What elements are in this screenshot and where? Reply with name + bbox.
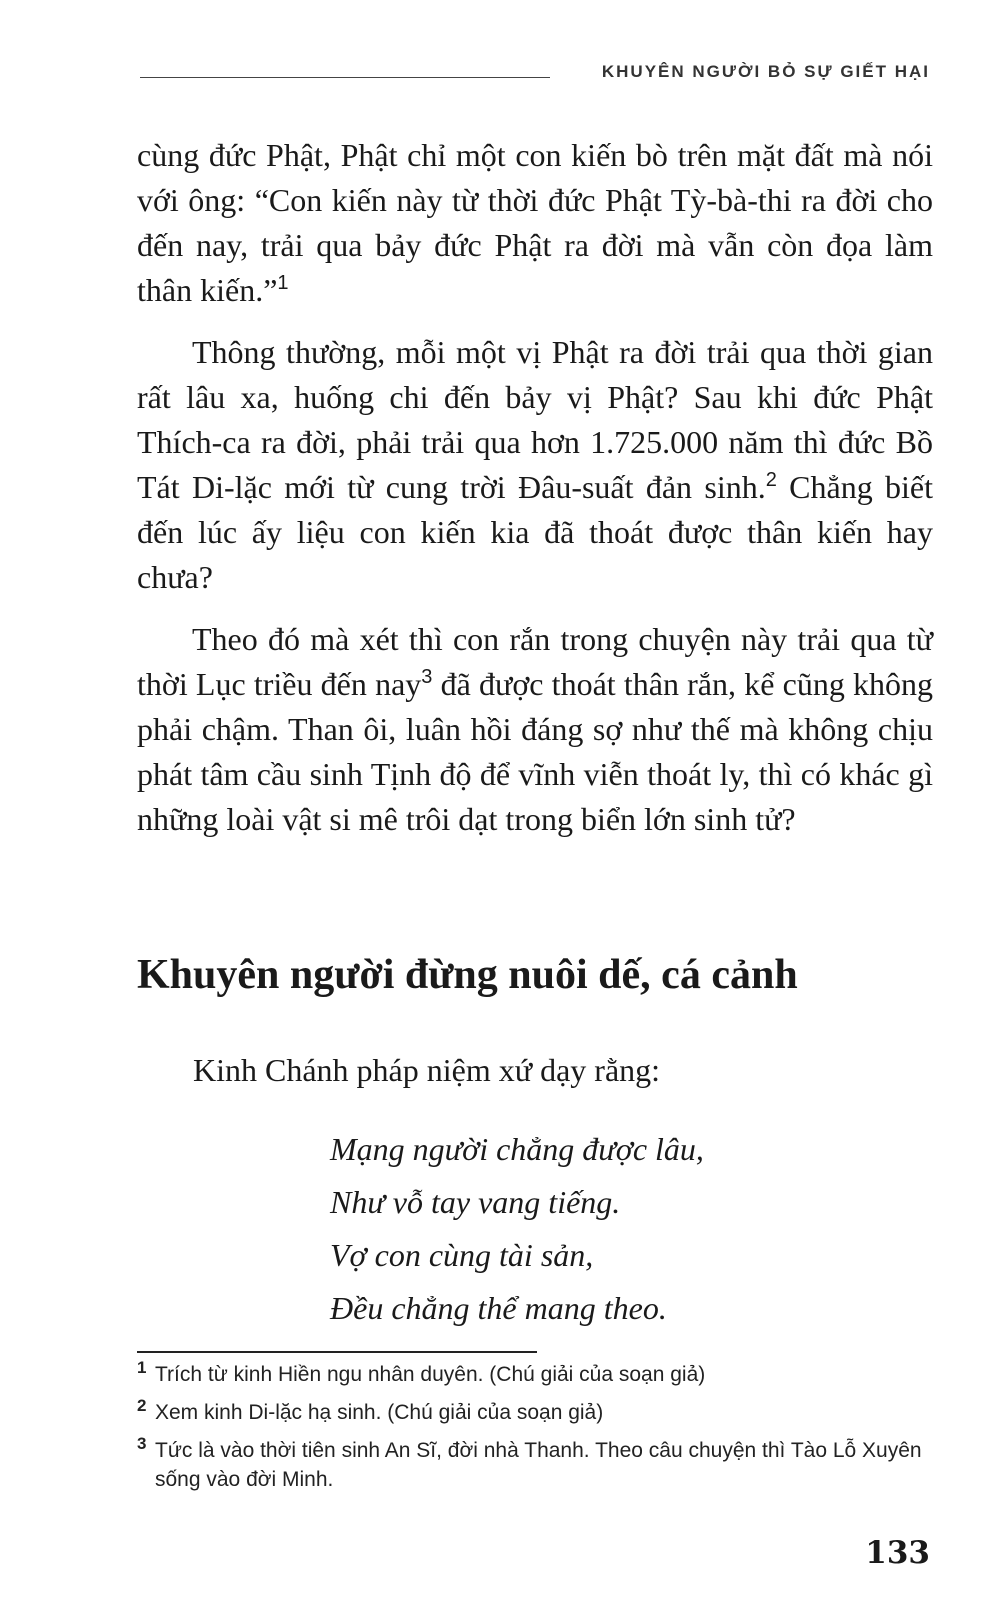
paragraph-3 bbox=[137, 617, 933, 842]
footnote-ref-2: 2 bbox=[765, 469, 777, 491]
footnote-number: 2 bbox=[137, 1396, 147, 1415]
verse-block bbox=[330, 1123, 704, 1335]
footnote-ref-3: 3 bbox=[421, 666, 433, 688]
paragraph-2 bbox=[137, 330, 933, 600]
page-number: 133 bbox=[865, 1535, 930, 1571]
footnote-number: 3 bbox=[137, 1434, 147, 1453]
verse-line: Như vỗ tay vang tiếng. bbox=[330, 1184, 621, 1220]
footnote-text: Xem kinh Di-lặc hạ sinh. (Chú giải của soạn giả) bbox=[155, 1401, 604, 1424]
footnotes bbox=[137, 1360, 933, 1503]
footnote-1 bbox=[137, 1360, 933, 1389]
verse-line: Vợ con cùng tài sản, bbox=[330, 1237, 594, 1273]
paragraph-1-text: cùng đức Phật, Phật chỉ một con kiến bò trên mặt đất mà nói với ông: “Con kiến này từ thời đức Phật Tỳ-bà-thi ra đời cho đến nay, trải qua bảy đức Phật ra đời mà vẫn còn đọa làm thân kiến.” bbox=[137, 137, 933, 308]
verse-line: Đều chẳng thể mang theo. bbox=[330, 1290, 667, 1326]
footnote-2 bbox=[137, 1398, 933, 1427]
paragraph-2-text-b: Chẳng biết đến lúc ấy liệu con kiến kia đã thoát được thân kiến hay chưa? bbox=[137, 469, 934, 595]
section-heading: Khuyên người đừng nuôi dế, cá cảnh bbox=[137, 952, 798, 998]
paragraph-3-text-b: đã được thoát thân rắn, kể cũng không phải chậm. Than ôi, luân hồi đáng sợ như thế mà không chịu phát tâm cầu sinh Tịnh độ để vĩnh viễn thoát ly, thì có khác gì những loài vật si mê trôi dạt trong biển lớn sinh tử? bbox=[137, 666, 934, 837]
verse-line: Mạng người chẳng được lâu, bbox=[330, 1131, 704, 1167]
sutra-intro: Kinh Chánh pháp niệm xứ dạy rằng: bbox=[193, 1052, 661, 1088]
footnote-rule bbox=[137, 1351, 537, 1353]
paragraph-3-text-a: Theo đó mà xét thì con rắn trong chuyện này trải qua từ thời Lục triều đến nay bbox=[137, 621, 933, 702]
footnote-number: 1 bbox=[137, 1358, 147, 1377]
footnote-ref-1: 1 bbox=[277, 272, 289, 294]
footnote-text: Tức là vào thời tiên sinh An Sĩ, đời nhà Thanh. Theo câu chuyện thì Tào Lỗ Xuyên sống vào đời Minh. bbox=[155, 1439, 922, 1491]
paragraph-1 bbox=[137, 133, 933, 313]
footnote-text: Trích từ kinh Hiền ngu nhân duyên. (Chú giải của soạn giả) bbox=[155, 1363, 706, 1386]
header-rule bbox=[140, 77, 550, 78]
body-text bbox=[137, 133, 933, 842]
footnote-3 bbox=[137, 1436, 933, 1494]
running-head: KHUYÊN NGƯỜI BỎ SỰ GIẾT HẠI bbox=[601, 62, 930, 81]
paragraph-2-text-a: Thông thường, mỗi một vị Phật ra đời trải qua thời gian rất lâu xa, huống chi đến bảy vị Phật? Sau khi đức Phật Thích-ca ra đời, phải trải qua hơn 1.725.000 năm thì đức Bồ Tát Di-lặc mới từ cung trời Đâu-suất đản sinh. bbox=[137, 334, 933, 505]
